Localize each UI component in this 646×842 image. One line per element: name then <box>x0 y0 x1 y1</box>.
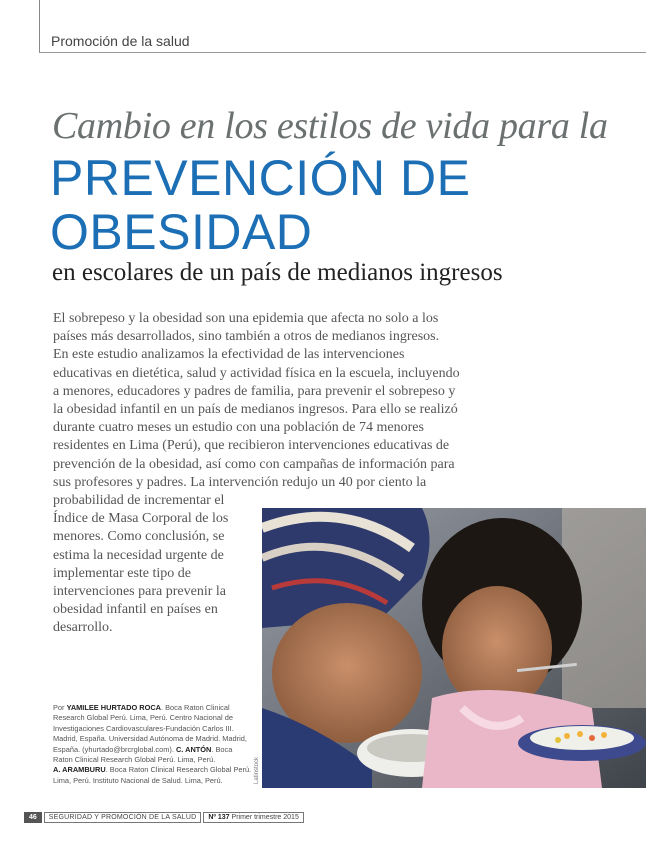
abstract-line: países más desarrollados, sino también a otros de medianos ingresos. <box>53 329 440 345</box>
author-affiliation: . Boca Raton Clinical Research Global Perú. <box>105 765 252 775</box>
byline-line: Raton Clinical Research Global Perú. Lima, Perú. <box>53 755 216 765</box>
author-name: C. ANTÓN <box>175 744 212 754</box>
author-affiliation: . Boca <box>211 744 233 754</box>
page-footer <box>24 812 304 823</box>
byline-line <box>53 745 258 755</box>
page-number: 46 <box>24 812 42 823</box>
abstract-line: sus profesores y padres. La intervención redujo un 40 por ciento la <box>53 474 427 490</box>
issue-info <box>203 812 304 823</box>
byline-line <box>53 703 258 713</box>
children-eating-photo <box>262 508 646 788</box>
issue-period: Primer trimestre 2015 <box>231 814 299 821</box>
author-byline <box>53 703 258 786</box>
magazine-name: SEGURIDAD Y PROMOCIÓN DE LA SALUD <box>44 812 202 823</box>
abstract-line: a menores, educadores y padres de familia, para prevenir el sobrepeso y <box>53 383 456 399</box>
abstract-line: intervenciones para prevenir la <box>53 584 226 600</box>
byline-line: Lima, Perú. Instituto Nacional de Salud. Lima, Perú. <box>53 775 223 785</box>
abstract-line: Índice de Masa Corporal de los <box>53 511 229 527</box>
author-name: YAMILEE HURTADO ROCA <box>66 703 162 712</box>
abstract-line: En este estudio analizamos la efectividad de las intervenciones <box>53 347 405 363</box>
abstract-line: durante cuatro meses un estudio con una población de 74 menores <box>53 420 424 436</box>
issue-number: Nº 137 <box>208 814 230 821</box>
abstract-line: la obesidad infantil en un país de medianos ingresos. Para ello se realizó <box>53 402 458 418</box>
title-main-line-1: PREVENCIÓN DE <box>50 150 471 206</box>
abstract-line: obesidad infantil en países en <box>53 602 218 618</box>
photo-credit: Latinstock <box>254 756 260 784</box>
byline-prefix: Por <box>53 703 67 712</box>
header-vertical-rule <box>39 0 40 52</box>
abstract-line: prevención de la obesidad, así como con campañas de información para <box>53 456 455 472</box>
author-email: España. (yhurtado@brcrglobal.com). <box>53 744 176 754</box>
abstract-line: El sobrepeso y la obesidad son una epidemia que afecta no solo a los <box>53 311 439 326</box>
abstract-line: educativas en dietética, salud y actividad física en la escuela, incluyendo <box>53 365 460 381</box>
abstract-line: probabilidad de incrementar el <box>53 493 225 509</box>
title-lead-line: Cambio en los estilos de vida para la <box>52 105 608 147</box>
byline-line: Investigaciones Cardiovasculares-Fundación Carlos III. <box>53 723 234 733</box>
abstract-line: menores. Como conclusión, se <box>53 529 225 545</box>
photo-illustration <box>262 508 646 788</box>
section-label: Promoción de la salud <box>51 33 190 49</box>
abstract-line: residentes en Lima (Perú), que recibieron intervenciones educativas de <box>53 438 450 454</box>
title-main-line-2: OBESIDAD <box>50 204 313 260</box>
title-subtitle: en escolares de un país de medianos ingresos <box>52 259 503 286</box>
header-rule <box>39 52 646 53</box>
byline-line: Madrid, España. Universidad Autónoma de Madrid. Madrid, <box>53 734 247 744</box>
byline-line <box>53 765 258 775</box>
author-affiliation: . Boca Raton Clinical <box>161 703 230 712</box>
abstract-line: desarrollo. <box>53 620 113 636</box>
abstract-line: implementar este tipo de <box>53 565 192 581</box>
byline-line: Research Global Perú. Lima, Perú. Centro Nacional de <box>53 713 233 723</box>
author-name: A. ARAMBURU <box>53 765 106 775</box>
abstract-line: estima la necesidad urgente de <box>53 547 224 563</box>
